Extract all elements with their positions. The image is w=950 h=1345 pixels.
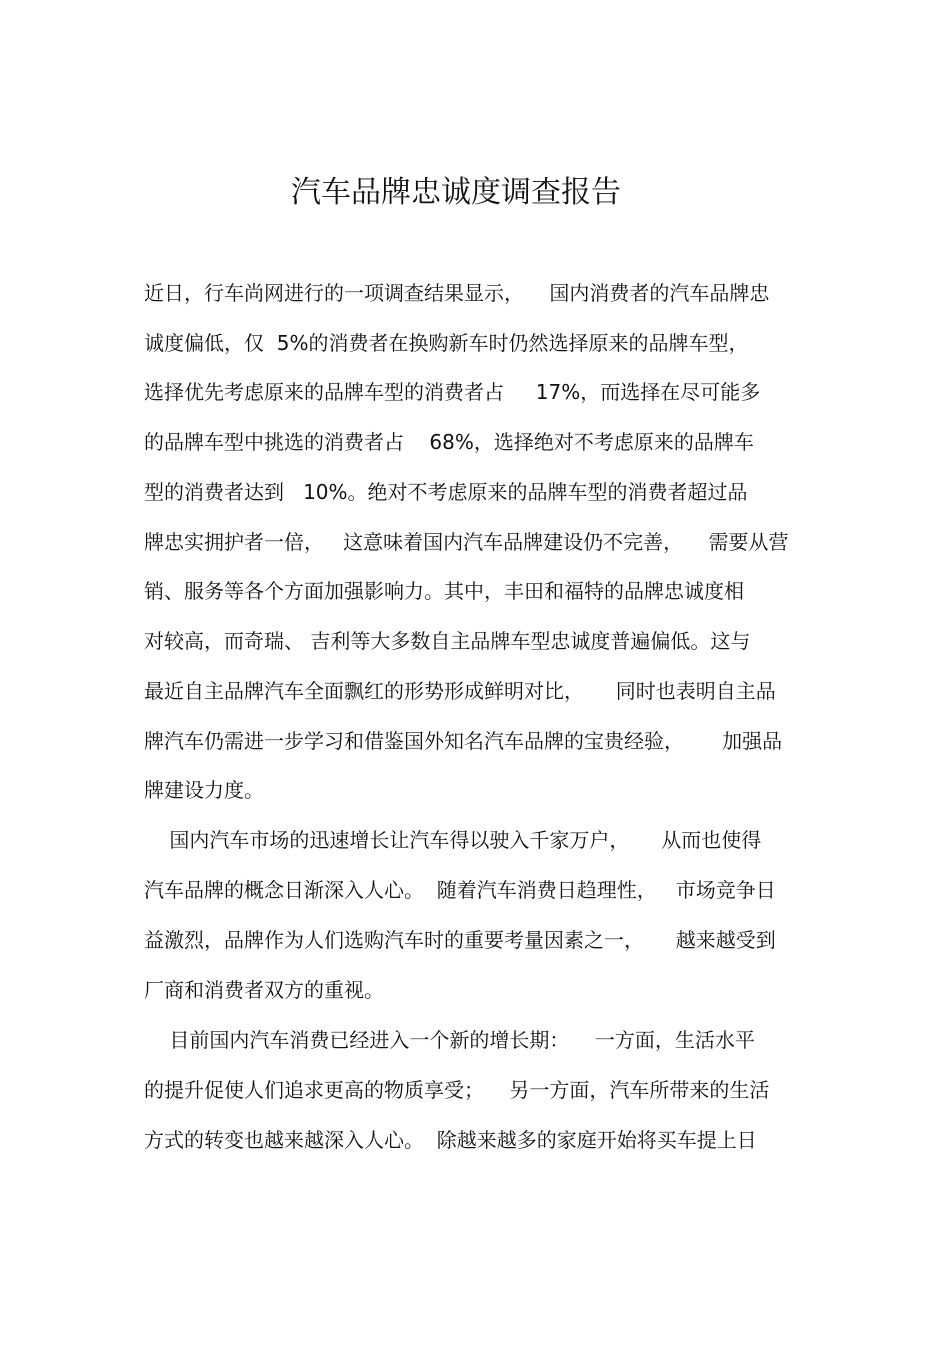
body-line: 目前国内汽车消费已经进入一个新的增长期： 一方面，生活水平 <box>144 1028 755 1052</box>
body-line: 益激烈，品牌作为人们选购汽车时的重要考量因素之一， 越来越受到 <box>144 928 776 952</box>
body-line: 牌建设力度。 <box>144 778 264 802</box>
page-title: 汽车品牌忠诚度调查报告 <box>291 175 621 210</box>
body-line: 诚度偏低，仅 5%的消费者在换购新车时仍然选择原来的品牌车型， <box>144 331 749 355</box>
body-line: 最近自主品牌汽车全面飘红的形势形成鲜明对比， 同时也表明自主品 <box>144 679 776 703</box>
body-line: 牌汽车仍需进一步学习和借鉴国外知名汽车品牌的宝贵经验， 加强品 <box>144 729 783 753</box>
body-line: 汽车品牌的概念日渐深入人心。 随着汽车消费日趋理性， 市场竞争日 <box>144 878 776 902</box>
body-line: 近日，行车尚网进行的一项调查结果显示， 国内消费者的汽车品牌忠 <box>144 281 770 305</box>
body-line: 方式的转变也越来越深入人心。 除越来越多的家庭开始将买车提上日 <box>144 1128 757 1152</box>
body-line: 的品牌车型中挑选的消费者占 68%，选择绝对不考虑原来的品牌车 <box>144 430 754 454</box>
body-line: 厂商和消费者双方的重视。 <box>144 978 384 1002</box>
body-line: 对较高，而奇瑞、 吉利等大多数自主品牌车型忠诚度普遍偏低。这与 <box>144 629 751 653</box>
body-line: 国内汽车市场的迅速增长让汽车得以驶入千家万户， 从而也使得 <box>144 828 762 852</box>
body-line: 销、服务等各个方面加强影响力。其中，丰田和福特的品牌忠诚度相 <box>144 579 744 603</box>
body-line: 选择优先考虑原来的品牌车型的消费者占 17%，而选择在尽可能多 <box>144 380 761 404</box>
body-line: 型的消费者达到 10%。绝对不考虑原来的品牌车型的消费者超过品 <box>144 480 748 504</box>
body-line: 牌忠实拥护者一倍， 这意味着国内汽车品牌建设仍不完善， 需要从营 <box>144 530 789 554</box>
body-line: 的提升促使人们追求更高的物质享受； 另一方面，汽车所带来的生活 <box>144 1078 770 1102</box>
